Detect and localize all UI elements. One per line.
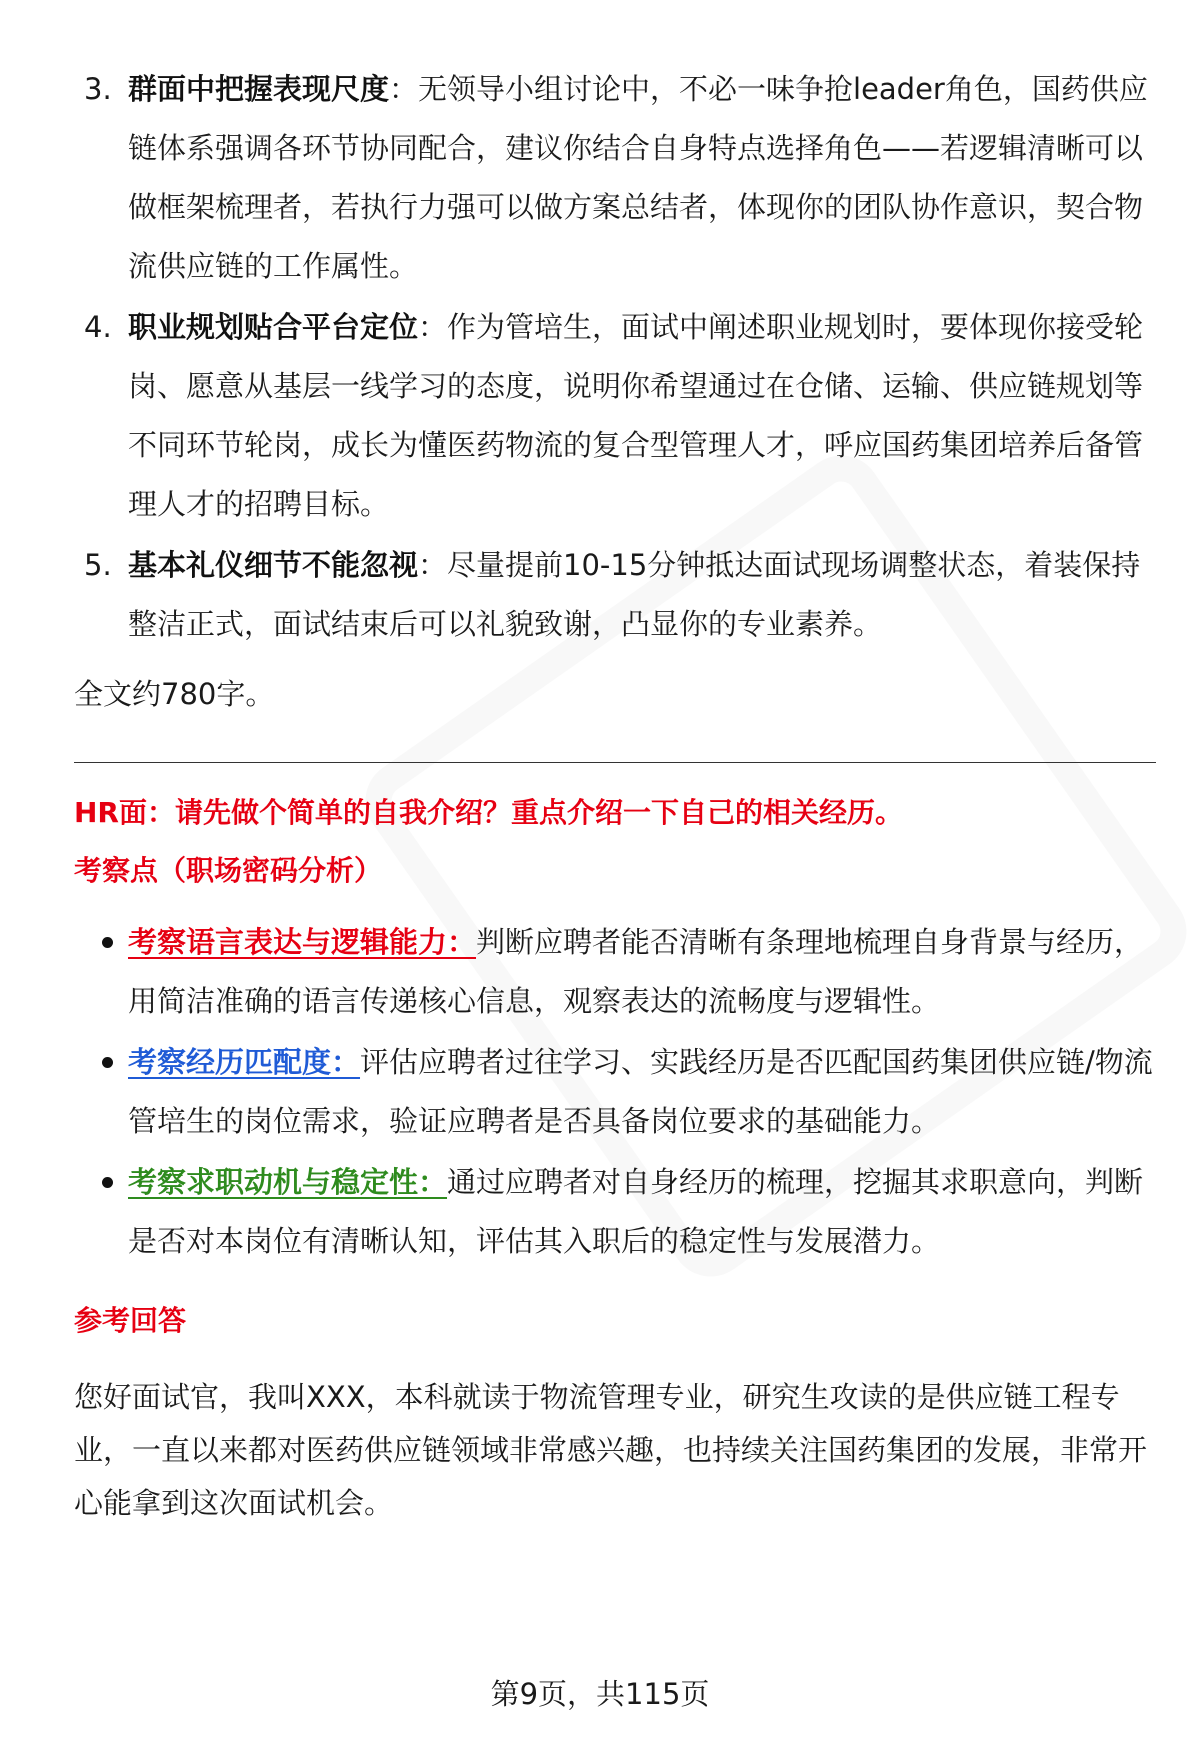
kaocha-keyword: 考察求职动机与稳定性： [128, 1165, 448, 1199]
list-item [74, 913, 1156, 1031]
list-item-title: 职业规划贴合平台定位 [128, 310, 419, 344]
page-footer: 第9页，共115页 [490, 1677, 710, 1711]
list-item-title: 群面中把握表现尺度 [128, 72, 390, 106]
document-page [74, 60, 1156, 1530]
list-item-text: ：作为管培生，面试中阐述职业规划时，要体现你接受轮岗、愿意从基层一线学习的态度，说明你希望通过在仓储、运输、供应链规划等不同环节轮岗，成长为懂医药物流的复合型管理人才，呼应国药集团培养后备管理人才的招聘目标。 [128, 310, 1144, 521]
list-item [74, 1153, 1156, 1271]
bullet-icon [102, 1057, 113, 1068]
kaocha-heading: 考察点（职场密码分析） [74, 854, 383, 887]
list-item [74, 1033, 1156, 1151]
bullet-icon [102, 1177, 113, 1188]
word-count-summary: 全文约780字。 [74, 677, 275, 711]
bullet-icon [102, 937, 113, 948]
list-item [74, 536, 1156, 654]
kaocha-text: 评估应聘者过往学习、实践经历是否匹配国药集团供应链/物流管培生的岗位需求，验证应聘者是否具备岗位要求的基础能力。 [128, 1045, 1153, 1138]
list-number: 5. [84, 548, 112, 582]
hr-question-heading: HR面：请先做个简单的自我介绍？重点介绍一下自己的相关经历。 [74, 796, 903, 829]
list-item [74, 60, 1156, 296]
list-item [74, 298, 1156, 534]
kaocha-keyword: 考察经历匹配度： [128, 1045, 361, 1079]
list-item-text: ：尽量提前10-15分钟抵达面试现场调整状态，着装保持整洁正式，面试结束后可以礼貌致谢，凸显你的专业素养。 [128, 548, 1141, 641]
list-number: 4. [84, 310, 112, 344]
kaocha-keyword: 考察语言表达与逻辑能力： [128, 925, 477, 959]
kaocha-text: 通过应聘者对自身经历的梳理，挖掘其求职意向，判断是否对本岗位有清晰认知，评估其入职后的稳定性与发展潜力。 [128, 1165, 1144, 1258]
reference-heading: 参考回答 [74, 1304, 187, 1337]
list-item-text: ：无领导小组讨论中，不必一味争抢leader角色，国药供应链体系强调各环节协同配合，建议你结合自身特点选择角色——若逻辑清晰可以做框架梳理者，若执行力强可以做方案总结者，体现你的团队协作意识，契合物流供应链的工作属性。 [128, 72, 1148, 283]
section-divider [74, 762, 1156, 763]
reference-answer: 您好面试官，我叫XXX，本科就读于物流管理专业，研究生攻读的是供应链工程专业，一直以来都对医药供应链领域非常感兴趣，也持续关注国药集团的发展，非常开心能拿到这次面试机会。 [74, 1380, 1148, 1520]
kaocha-text: 判断应聘者能否清晰有条理地梳理自身背景与经历，用简洁准确的语言传递核心信息，观察表达的流畅度与逻辑性。 [128, 925, 1144, 1018]
kaocha-list [74, 913, 1156, 1271]
list-number: 3. [84, 72, 112, 106]
list-item-title: 基本礼仪细节不能忽视 [128, 548, 419, 582]
tips-list [74, 60, 1156, 654]
